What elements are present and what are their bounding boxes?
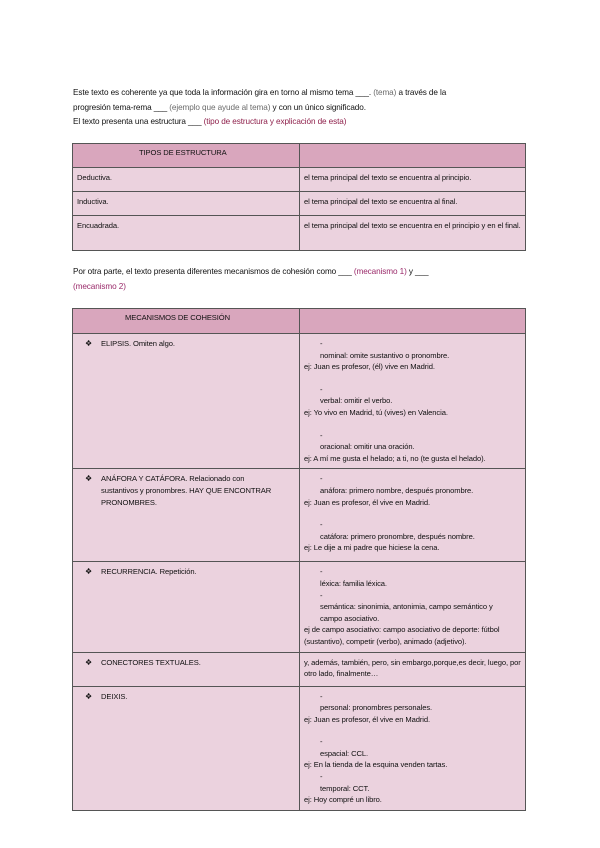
bullet-icon: ❖ [85,567,93,577]
intro-line-2: progresión tema-rema ___ (ejemplo que ayude al tema) y con un único significado. [73,102,366,112]
structure-table-header-row [73,144,526,168]
structure-desc: el tema principal del texto se encuentra en el principio y en el final. [300,216,526,251]
structure-table-header-empty [300,144,526,168]
mechanism-elipsis: ❖ ELIPSIS. Omiten algo. [73,334,300,469]
bullet-icon: ❖ [85,691,93,701]
cohesion-table-header-empty [300,309,526,334]
structure-desc: el tema principal del texto se encuentra al principio. [300,168,526,192]
dash-icon: - [320,474,323,484]
mechanism-anafora-detail: -anáfora: primero nombre, después pronombre. ej: Juan es profesor, él vive en Madrid. -catáfora: primero pronombre, después nombre. ej: Le dije a mi padre que hiciese la cena. [300,469,526,562]
structure-table-header: TIPOS DE ESTRUCTURA [73,144,300,168]
mechanism-anafora: ❖ ANÁFORA Y CATÁFORA. Relacionado con sustantivos y pronombres. HAY QUE ENCONTRAR PRONOMBRES. [73,469,300,562]
structure-table [72,143,526,251]
table-row [73,168,526,192]
table-row [73,334,526,469]
mechanism-elipsis-detail: -nominal: omite sustantivo o pronombre. ej: Juan es profesor, (él) vive en Madrid. -verbal: omitir el verbo. ej: Yo vivo en Madrid, tú (vives) en Valencia. -oracional: omitir una oración. ej: A mí me gusta el helado; a ti, no (te gusta el helado). [300,334,526,469]
dash-icon: - [320,737,323,747]
structure-desc: el tema principal del texto se encuentra al final. [300,192,526,216]
dash-icon: - [320,772,323,782]
structure-type: Encuadrada. [73,216,300,251]
dash-icon: - [320,567,323,577]
structure-type: Deductiva. [73,168,300,192]
mechanism-recurrencia-detail: -léxica: familia léxica. -semántica: sinonimia, antonimia, campo semántico y campo asociativo. ej de campo asociativo: campo asociativo de deporte: fútbol (sustantivo), competir (verbo), animado (adjetivo). [300,562,526,652]
mechanism-conectores-detail: y, además, también, pero, sin embargo,porque,es decir, luego, por otro lado, finalmente… [300,652,526,686]
dash-icon: - [320,384,323,394]
middle-paragraph: Por otra parte, el texto presenta diferentes mecanismos de cohesión como ___ (mecanismo 1) y ___ (mecanismo 2) [73,267,429,291]
table-row [73,652,526,686]
cohesion-table-header: MECANISMOS DE COHESIÓN [73,309,300,334]
table-row [73,469,526,562]
intro-line-3: El texto presenta una estructura ___ (tipo de estructura y explicación de esta) [73,117,347,126]
mechanism-deixis-detail: -personal: pronombres personales. ej: Juan es profesor, él vive en Madrid. -espacial: CCL. ej: En la tienda de la esquina venden tartas. -temporal: CCT. ej: Hoy compré un libro. [300,686,526,810]
table-row [73,686,526,810]
bullet-icon: ❖ [85,657,93,667]
dash-icon: - [320,339,323,348]
mechanism-deixis: ❖ DEIXIS. [73,686,300,810]
table-row [73,562,526,652]
dash-icon: - [320,520,323,530]
intro-paragraph [73,86,533,130]
dash-icon: - [320,691,323,701]
cohesion-table [72,308,526,811]
dash-icon: - [320,430,323,440]
table-row [73,192,526,216]
table-row [73,216,526,251]
bullet-icon: ❖ [85,339,93,348]
intro-line-1: Este texto es coherente ya que toda la información gira en torno al mismo tema ___. (tema) a través de la [73,88,447,97]
structure-type: Inductiva. [73,192,300,216]
mechanism-recurrencia: ❖ RECURRENCIA. Repetición. [73,562,300,652]
dash-icon: - [320,590,323,600]
cohesion-table-header-row [73,309,526,334]
bullet-icon: ❖ [85,474,93,484]
mechanism-conectores: ❖ CONECTORES TEXTUALES. [73,652,300,686]
